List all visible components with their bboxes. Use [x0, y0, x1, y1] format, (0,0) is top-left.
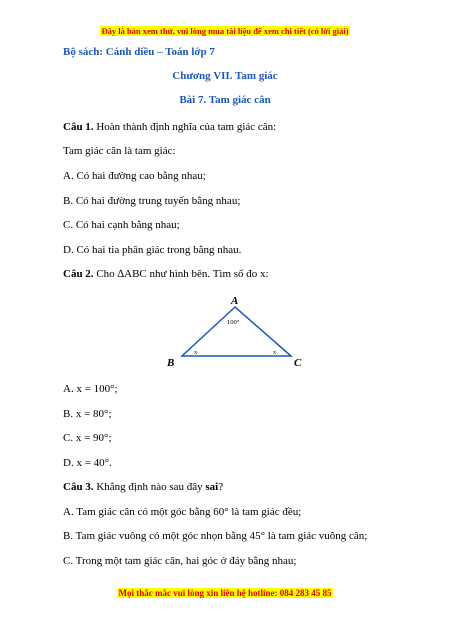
- question-3-option-a: A. Tam giác cân có một góc bằng 60° là tam giác đều;: [63, 506, 302, 518]
- question-1-stem: Tam giác cân là tam giác:: [63, 145, 176, 157]
- question-2-text: Cho ∆ABC như hình bên. Tìm số đo x:: [96, 268, 269, 280]
- question-3-text-after: ?: [218, 481, 224, 493]
- question-1: [63, 121, 276, 133]
- question-1-option-d: D. Có hai tia phân giác trong bằng nhau.: [63, 244, 242, 256]
- chapter-title: Chương VII. Tam giác: [172, 70, 278, 82]
- question-1-option-b: B. Có hai đường trung tuyến bằng nhau;: [63, 195, 241, 207]
- question-2-option-a: A. x = 100°;: [63, 383, 118, 395]
- question-1-option-a: A. Có hai đường cao bằng nhau;: [63, 170, 206, 182]
- lesson-title: Bài 7. Tam giác cân: [179, 94, 271, 106]
- book-title: Bộ sách: Cánh diều – Toán lớp 7: [63, 46, 215, 58]
- question-2-option-b: B. x = 80°;: [63, 408, 112, 420]
- question-2-option-d: D. x = 40°.: [63, 457, 112, 469]
- question-3-option-c: C. Trong một tam giác cân, hai góc ở đáy bằng nhau;: [63, 555, 297, 567]
- question-3-text-bold: sai: [205, 481, 219, 493]
- angle-b-label: x: [194, 349, 198, 356]
- vertex-a-label: A: [231, 295, 239, 307]
- angle-a-label: 100°: [227, 319, 240, 326]
- question-3-label: Câu 3.: [63, 481, 94, 493]
- question-2-option-c: C. x = 90°;: [63, 432, 112, 444]
- question-1-option-c: C. Có hai cạnh bằng nhau;: [63, 219, 180, 231]
- question-1-text: Hoàn thành định nghĩa của tam giác cân:: [96, 121, 277, 133]
- vertex-c-label: C: [294, 357, 302, 369]
- footer-hotline-text: Mọi thắc mắc vui lòng xin liên hệ hotline: 084 283 45 85: [118, 588, 332, 598]
- question-3-option-b: B. Tam giác vuông có một góc nhọn bằng 45° là tam giác vuông cân;: [63, 530, 368, 542]
- question-2-label: Câu 2.: [63, 268, 94, 280]
- preview-notice: [0, 26, 450, 36]
- footer-hotline: [0, 588, 450, 598]
- question-2: [63, 268, 269, 280]
- preview-notice-text: Đây là bản xem thử, vui lòng mua tài liệu để xem chi tiết (có lời giải): [101, 26, 349, 36]
- vertex-b-label: B: [167, 357, 175, 369]
- question-3: [63, 481, 223, 493]
- angle-c-label: x: [273, 349, 277, 356]
- question-1-label: Câu 1.: [63, 121, 94, 133]
- triangle-figure: [160, 292, 310, 372]
- question-3-text-before: Khẳng định nào sau đây: [96, 481, 206, 493]
